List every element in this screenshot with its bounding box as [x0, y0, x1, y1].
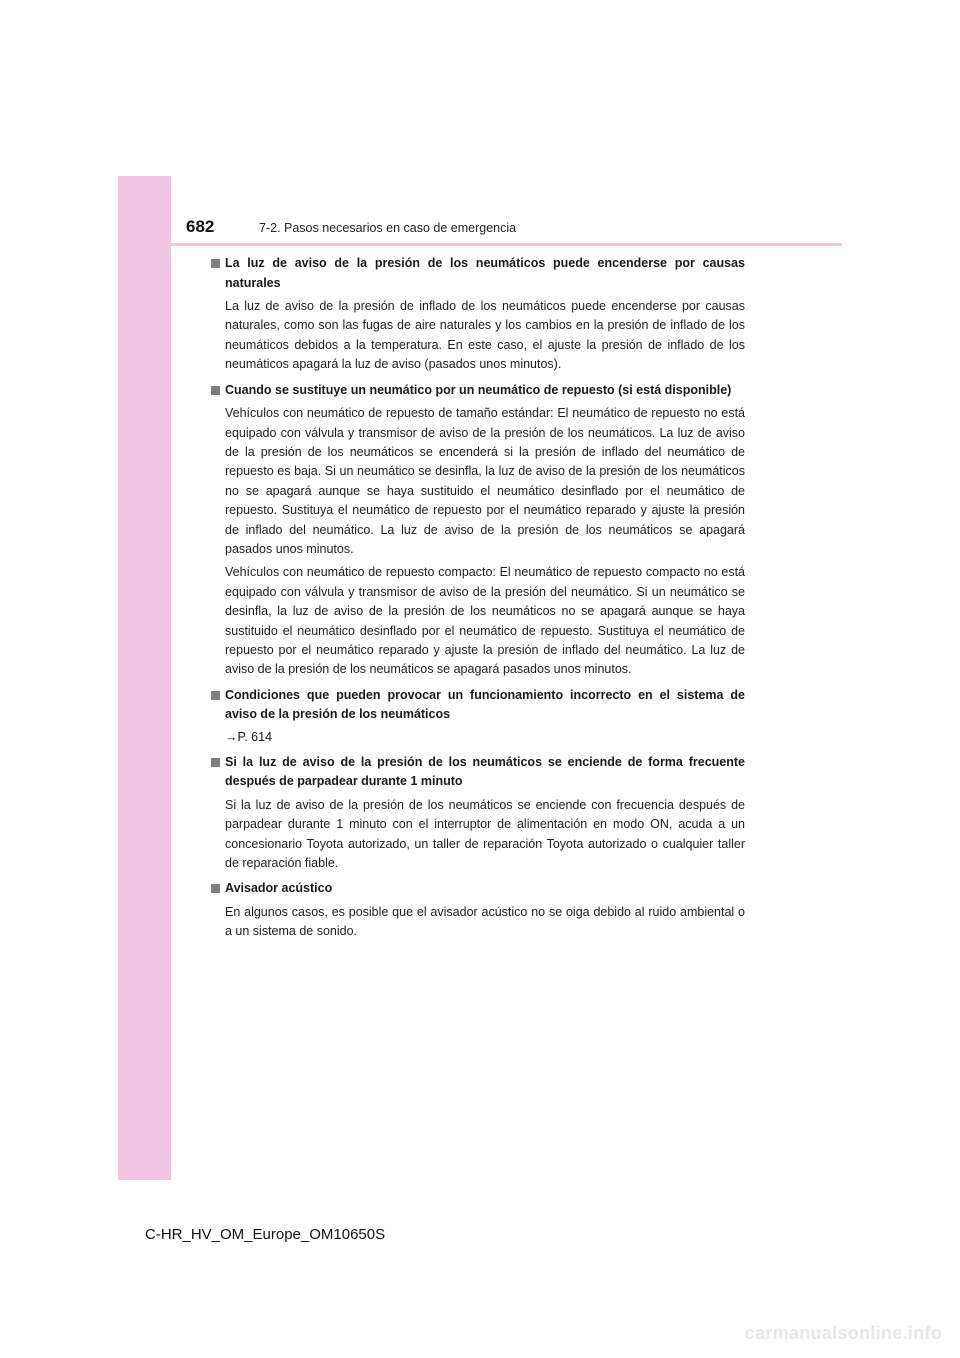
page-number: 682 — [186, 217, 215, 236]
header-rule — [171, 243, 842, 246]
square-bullet-icon — [211, 386, 220, 395]
main-content — [211, 254, 745, 948]
item-paragraph: Si la luz de aviso de la presión de los neumáticos se enciende con frecuencia después de parpadear durante 1 minuto con el interruptor de alimentación en modo ON, acuda a un concesionario Toyota autorizado, un taller de reparación Toyota autorizado o cualquier taller de reparación fiable. — [225, 797, 745, 871]
item-natural-causes — [211, 254, 745, 375]
item-heading: Si la luz de aviso de la presión de los neumáticos se enciende de forma frecuente después de parpadear durante 1 minuto — [225, 754, 745, 789]
item-paragraph: La luz de aviso de la presión de inflado de los neumáticos puede encenderse por causas naturales, como son las fugas de aire naturales y los cambios en la presión de inflado de los neumáticos debidos a la temperatura. En este caso, el ajuste la presión de inflado de los neumáticos apagará la luz de aviso (pasados unos minutos). — [225, 299, 745, 372]
watermark: carmanualsonline.info — [744, 1323, 942, 1343]
item-buzzer — [211, 879, 745, 941]
item-heading: Avisador acústico — [225, 881, 333, 896]
square-bullet-icon — [211, 259, 220, 268]
item-heading: Condiciones que pueden provocar un funcionamiento incorrecto en el sistema de aviso de la presión de los neumáticos — [225, 687, 745, 722]
item-paragraph: En algunos casos, es posible que el avisador acústico no se oiga debido al ruido ambiental o a un sistema de sonido. — [225, 904, 745, 939]
square-bullet-icon — [211, 758, 220, 767]
document-code: C-HR_HV_OM_Europe_OM10650S — [145, 1226, 386, 1243]
item-heading: Cuando se sustituye un neumático por un neumático de repuesto (si está disponible) — [225, 382, 732, 397]
item-spare-tire — [211, 381, 745, 680]
square-bullet-icon — [211, 691, 220, 700]
section-title: 7-2. Pasos necesarios en caso de emergencia — [259, 221, 517, 235]
item-frequent-light — [211, 753, 745, 874]
item-heading: La luz de aviso de la presión de los neumáticos puede encenderse por causas naturales — [225, 256, 745, 290]
item-paragraph: Vehículos con neumático de repuesto de tamaño estándar: El neumático de repuesto no está equipado con válvula y transmisor de aviso de la presión de los neumáticos. La luz de aviso de la presión de los neumáticos se encenderá si la presión de inflado del neumático de repuesto es baja. Si un neumático se desinfla, la luz de aviso de la presión de los neumáticos no se apagará aunque se haya sustituido el neumático desinflado por el neumático de repuesto. Sustituya el neumático de repuesto por el neumático reparado y ajuste la presión de inflado del neumático. La luz de aviso de la presión de los neumáticos se apagará pasados unos minutos. — [225, 406, 745, 556]
square-bullet-icon — [211, 884, 220, 893]
item-malfunction-conditions — [211, 686, 745, 747]
page-reference-link[interactable]: →P. 614 — [225, 729, 273, 744]
side-color-bar — [118, 176, 171, 1180]
item-paragraph: Vehículos con neumático de repuesto compacto: El neumático de repuesto compacto no está equipado con válvula y transmisor de aviso de la presión del neumático. Si un neumático se desinfla, la luz de aviso de la presión de los neumáticos no se apagará aunque se haya sustituido el neumático desinflado por el neumático de repuesto. Sustituya el neumático de repuesto por el neumático reparado y ajuste la presión de inflado del neumático. La luz de aviso de la presión de los neumáticos se apagará pasados unos minutos. — [225, 565, 745, 677]
